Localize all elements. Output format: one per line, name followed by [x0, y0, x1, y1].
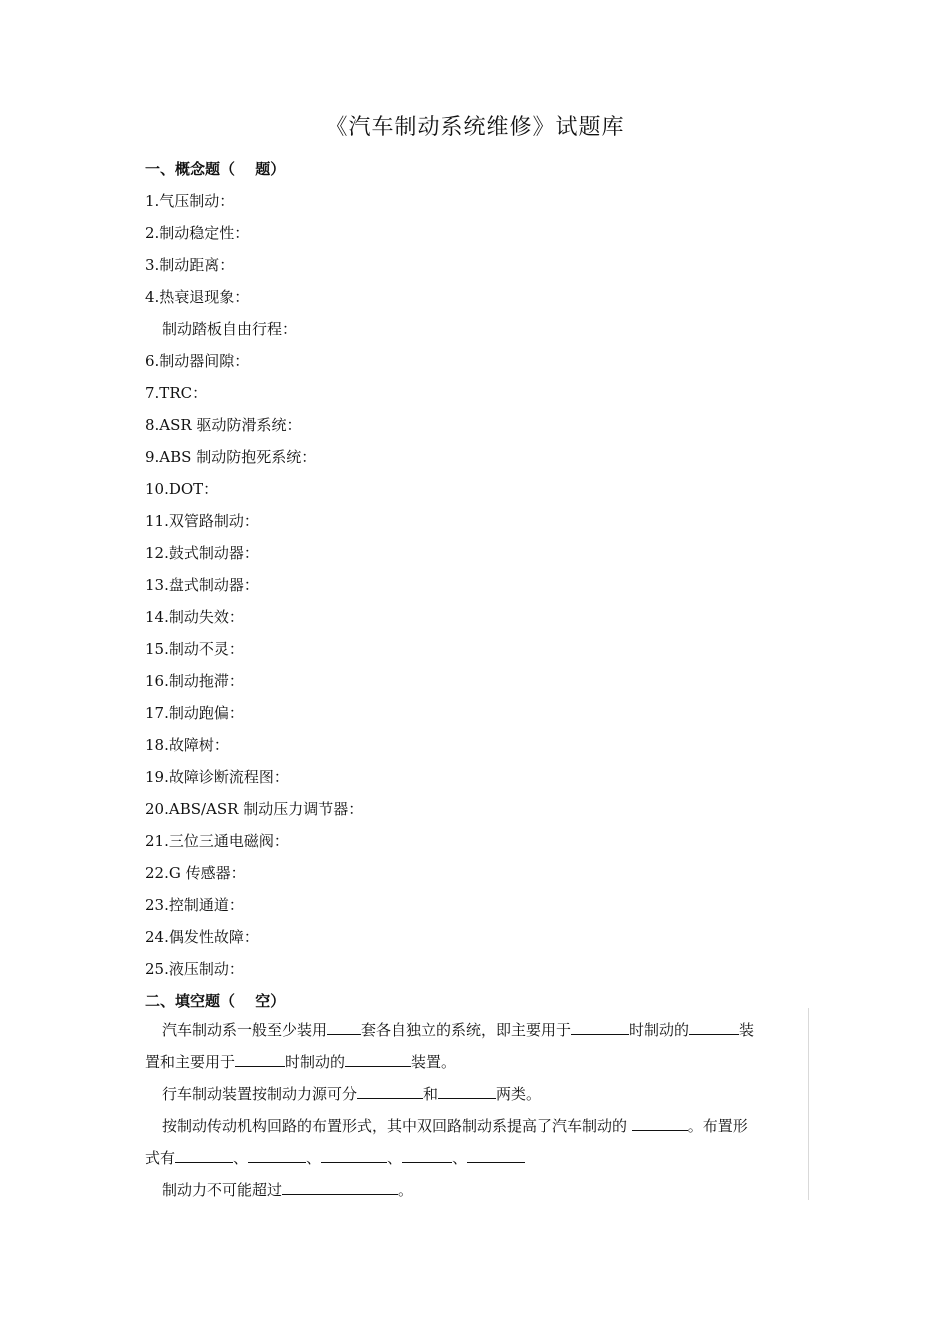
- concept-item: 6.制动器间隙：: [145, 352, 250, 370]
- concept-item: 21.三位三通电磁阀：: [145, 832, 289, 850]
- concept-item: 3.制动距离：: [145, 256, 235, 274]
- concept-item: 12.鼓式制动器：: [145, 544, 259, 562]
- concept-item: 制动踏板自由行程：: [162, 320, 298, 338]
- question-text: 式有: [145, 1149, 176, 1167]
- concept-item: 24.偶发性故障：: [145, 928, 259, 946]
- concept-item: 16.制动拖滞：: [145, 672, 244, 690]
- concept-item: 23.控制通道：: [145, 896, 244, 914]
- concept-item: 11.双管路制动：: [145, 512, 259, 530]
- question-text: 时制动的: [285, 1053, 346, 1071]
- section-concepts-heading: 一、概念题（ 题）: [145, 160, 286, 178]
- concept-item: 2.制动稳定性：: [145, 224, 250, 242]
- answer-blank: [357, 1083, 423, 1099]
- concept-item: 18.故障树：: [145, 736, 229, 754]
- question-text: 行车制动装置按制动力源可分: [162, 1085, 358, 1103]
- concept-item: 17.制动跑偏：: [145, 704, 244, 722]
- section-fill-blank-heading: 二、填空题（ 空）: [145, 992, 286, 1010]
- answer-blank: [402, 1147, 452, 1163]
- margin-rule: [808, 1008, 809, 1200]
- concept-item: 10.DOT：: [145, 480, 219, 498]
- answer-blank: [632, 1115, 688, 1131]
- fill-question-1: [145, 1014, 808, 1078]
- fill-question-2: [145, 1078, 808, 1110]
- concept-item: 25.液压制动：: [145, 960, 244, 978]
- answer-blank: [571, 1019, 629, 1035]
- concept-item: 9.ABS 制动防抱死系统：: [145, 448, 317, 466]
- fill-question-4: [145, 1174, 808, 1206]
- separator: 、: [387, 1149, 403, 1167]
- question-text: 装置。: [411, 1053, 457, 1071]
- question-text: 两类。: [496, 1085, 542, 1103]
- answer-blank: [175, 1147, 233, 1163]
- concept-item: 14.制动失效：: [145, 608, 244, 626]
- question-text: 。: [398, 1181, 414, 1199]
- answer-blank: [345, 1051, 411, 1067]
- question-text: 按制动传动机构回路的布置形式，其中双回路制动系提高了汽车制动的: [162, 1117, 628, 1135]
- separator: 、: [452, 1149, 468, 1167]
- answer-blank: [235, 1051, 285, 1067]
- concept-item: 1.气压制动：: [145, 192, 235, 210]
- answer-blank: [467, 1147, 525, 1163]
- question-text: 制动力不可能超过: [162, 1181, 283, 1199]
- concept-item: 4.热衰退现象：: [145, 288, 250, 306]
- answer-blank: [321, 1147, 387, 1163]
- separator: 、: [233, 1149, 249, 1167]
- fill-question-3: [145, 1110, 808, 1174]
- answer-blank: [689, 1019, 739, 1035]
- concept-item: 7.TRC：: [145, 384, 208, 402]
- concept-item: 22.G 传感器：: [145, 864, 246, 882]
- concept-item: 20.ABS/ASR 制动压力调节器：: [145, 800, 364, 818]
- question-text: 和: [423, 1085, 439, 1103]
- answer-blank: [327, 1019, 361, 1035]
- concept-item: 13.盘式制动器：: [145, 576, 259, 594]
- question-text: 套各自独立的系统，即主要用于: [361, 1021, 572, 1039]
- document-title: 《汽车制动系统维修》试题库: [325, 115, 625, 140]
- question-text: 时制动的: [629, 1021, 690, 1039]
- question-text: 装: [739, 1021, 755, 1039]
- concept-item: 19.故障诊断流程图：: [145, 768, 289, 786]
- separator: 、: [306, 1149, 322, 1167]
- concept-item: 15.制动不灵：: [145, 640, 244, 658]
- answer-blank: [248, 1147, 306, 1163]
- answer-blank: [282, 1179, 398, 1195]
- question-text: 汽车制动系一般至少装用: [162, 1021, 328, 1039]
- answer-blank: [438, 1083, 496, 1099]
- question-text: 置和主要用于: [145, 1053, 236, 1071]
- question-text: 。布置形: [687, 1117, 748, 1135]
- concept-item: 8.ASR 驱动防滑系统：: [145, 416, 302, 434]
